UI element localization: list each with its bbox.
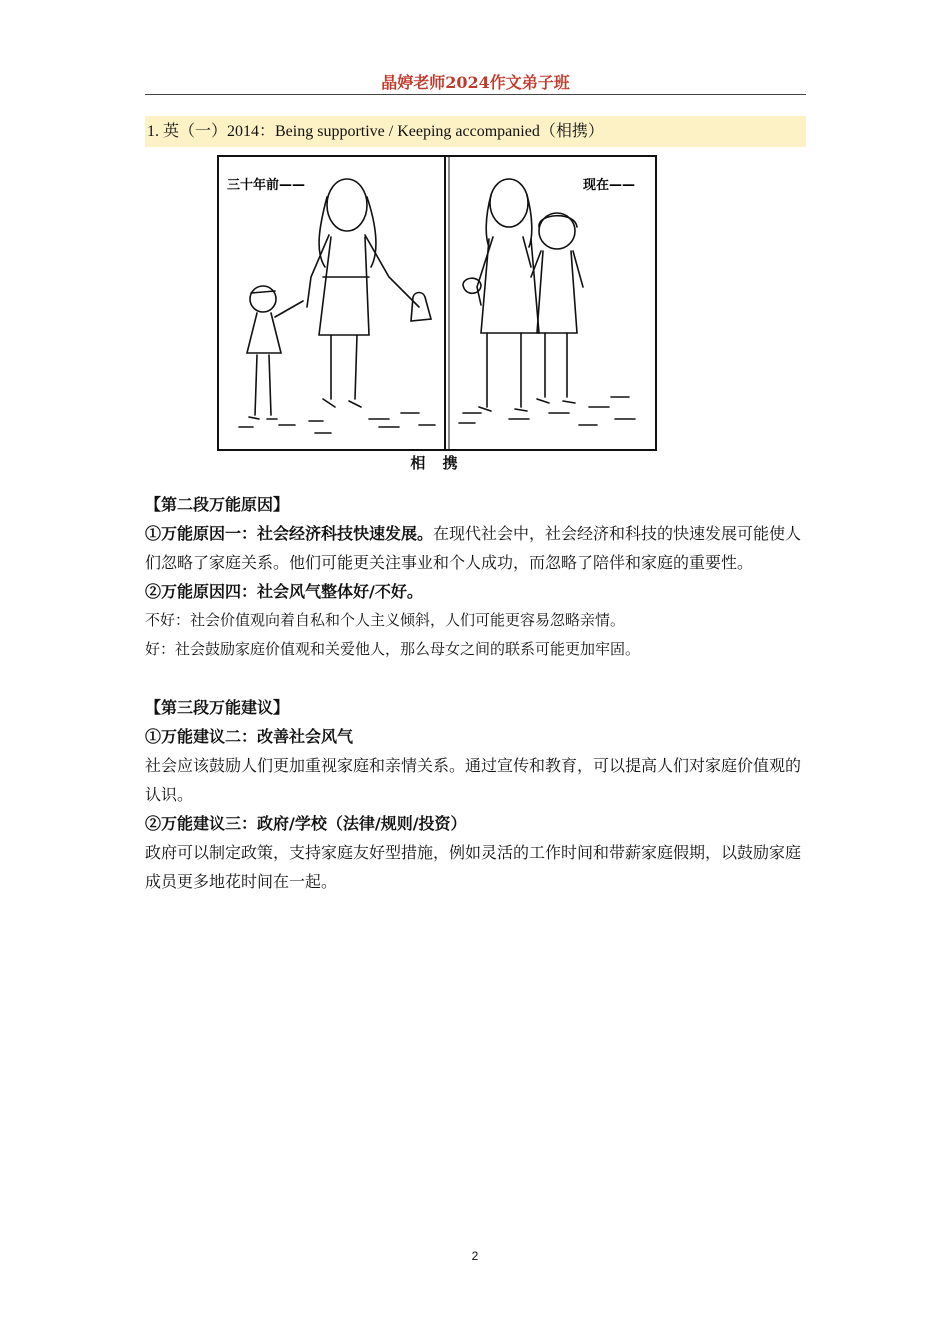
header-divider (145, 94, 806, 95)
reason2-bad: 不好：社会价值观向着自私和个人主义倾斜，人们可能更容易忽略亲情。 (145, 611, 626, 629)
reason2-label: ②万能原因四：社会风气整体好/不好。 (145, 582, 423, 601)
essay-content (145, 490, 809, 896)
page-number: 2 (471, 1249, 479, 1263)
sugg1-text: 社会应该鼓励人们更加重视家庭和亲情关系。通过宣传和教育，可以提高人们对家庭价值观的认识。 (145, 756, 802, 804)
cartoon-drawing (219, 157, 655, 449)
cartoon-figure (217, 155, 657, 451)
left-panel-label: 三十年前—— (227, 178, 306, 193)
sugg1-label: ①万能建议二：改善社会风气 (145, 727, 354, 746)
reason1-paragraph (145, 519, 809, 577)
section2-heading: 【第二段万能原因】 (145, 495, 290, 514)
sugg2-label: ②万能建议三：政府/学校（法律/规则/投资） (145, 814, 467, 833)
section-gap (145, 664, 809, 693)
figure-caption: 相 携 (410, 454, 464, 472)
document-header: 晶婷老师2024作文弟子班 (381, 73, 570, 92)
sugg2-text: 政府可以制定政策，支持家庭友好型措施，例如灵活的工作时间和带薪家庭假期，以鼓励家庭成员更多地花时间在一起。 (145, 843, 802, 891)
reason1-text: 在现代社会中，社会经济和科技的快速发展可能使人们忽略了家庭关系。他们可能更关注事业和个人成功，而忽略了陪伴和家庭的重要性。 (145, 524, 802, 572)
right-panel-drawing (459, 179, 635, 425)
right-panel-label: 现在—— (583, 178, 636, 193)
left-panel-drawing (239, 179, 435, 433)
task-title: 1. 英（一）2014：Being supportive / Keeping accompanied（相携） (145, 116, 806, 147)
reason1-label: ①万能原因一：社会经济科技快速发展。 (145, 524, 434, 543)
reason2-good: 好：社会鼓励家庭价值观和关爱他人，那么母女之间的联系可能更加牢固。 (145, 640, 641, 658)
section3-heading: 【第三段万能建议】 (145, 698, 290, 717)
